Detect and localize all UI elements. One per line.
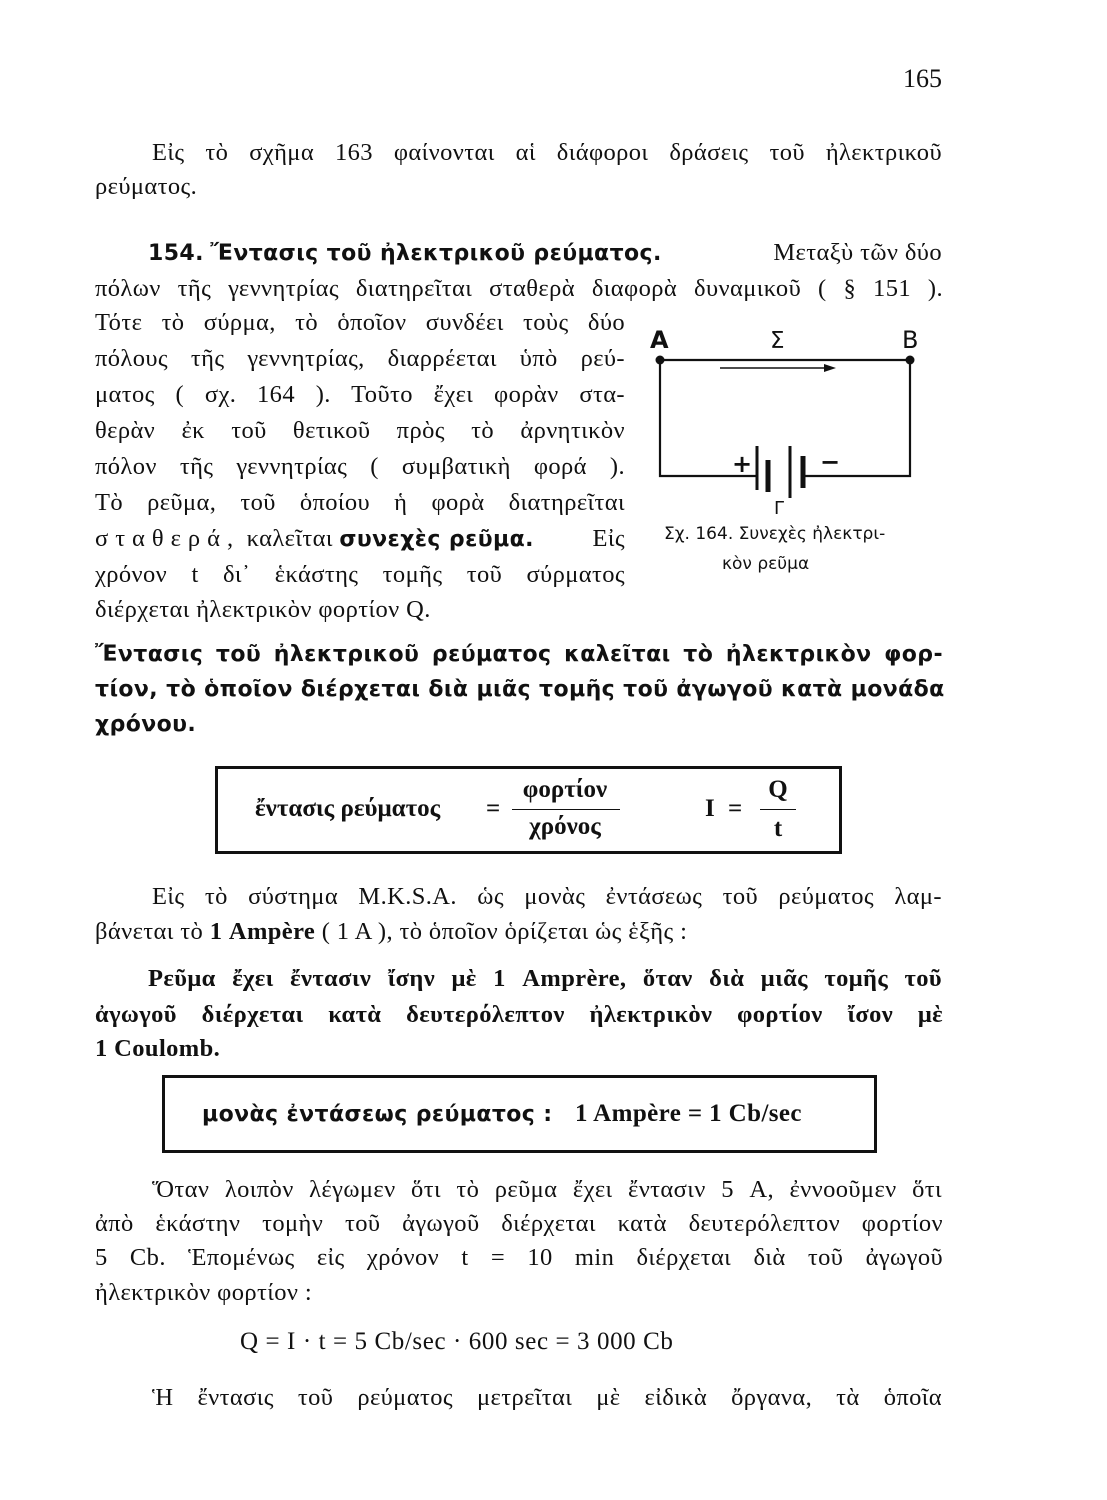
page-number: 165 bbox=[903, 64, 942, 93]
section-line-9 bbox=[95, 522, 625, 557]
section-line-6: θερὰν ἐκ τοῦ θετικοῦ πρὸς τὸ ἀρνητικὸν bbox=[95, 417, 625, 444]
mksa-line-1: Εἰς τὸ σύστημα M.K.S.A. ὡς μονὰς ἐντάσεως τοῦ ρεύματος λαμ- bbox=[152, 883, 942, 910]
example-equation: Q = I · t = 5 Cb/sec · 600 sec = 3 000 Cb bbox=[240, 1328, 674, 1355]
formula-symbol-equals: = bbox=[728, 795, 743, 822]
formula-fraction-bar bbox=[512, 809, 620, 810]
definition-line-3: χρόνου. bbox=[95, 712, 197, 737]
section-first-line bbox=[148, 236, 942, 271]
figure-caption-line-1: Σχ. 164. Συνεχὲς ἠλεκτρι- bbox=[664, 524, 886, 544]
section-heading: Ἔντασις τοῦ ἠλεκτρικοῦ ρεύματος. bbox=[210, 241, 662, 266]
section-line-7: πόλον τῆς γεννητρίας ( συμβατικὴ φορά ). bbox=[95, 453, 625, 480]
label-sigma: Σ bbox=[770, 328, 785, 354]
formula-symbol-q: Q bbox=[768, 776, 788, 803]
figure-caption-line-2: κὸν ρεῦμα bbox=[722, 554, 810, 574]
intro-line-2: ρεύματος. bbox=[95, 173, 198, 200]
term-synechés-revma: συνεχὲς ρεῦμα. bbox=[339, 527, 534, 552]
label-a: A bbox=[650, 326, 669, 354]
ampere-definition-line-1: Ρεῦμα ἔχει ἔντασιν ἴσην μὲ 1 Amprère, ὅταν διὰ μιᾶς τομῆς τοῦ bbox=[148, 965, 942, 992]
formula-denominator: χρόνος bbox=[529, 813, 601, 840]
intro-line-1: Εἰς τὸ σχῆμα 163 φαίνονται αἱ διάφοροι δράσεις τοῦ ἠλεκτρικοῦ bbox=[152, 139, 942, 166]
label-minus: − bbox=[820, 448, 841, 476]
section-line-4: πόλους τῆς γεννητρίας, διαρρέεται ὑπὸ ρεύ- bbox=[95, 345, 625, 372]
current-arrow-head bbox=[824, 364, 836, 372]
circuit-diagram bbox=[640, 318, 940, 518]
example-line-4: ἠλεκτρικὸν φορτίον : bbox=[95, 1279, 313, 1306]
section-line-5: ματος ( σχ. 164 ). Τοῦτο ἔχει φορὰν στα- bbox=[95, 381, 625, 408]
definition-line-1: Ἔντασις τοῦ ἠλεκτρικοῦ ρεύματος καλεῖται τὸ ἠλεκτρικὸν φορ- bbox=[95, 642, 943, 667]
section-line-3: Τότε τὸ σύρμα, τὸ ὁποῖον συνδέει τοὺς δύο bbox=[95, 309, 625, 336]
ampere-definition-line-2: ἀγωγοῦ διέρχεται κατὰ δευτερόλεπτον ἠλεκτρικὸν φορτίον ἴσον μὲ bbox=[95, 1001, 943, 1028]
section-line-10: χρόνον t δι᾿ ἑκάστης τομῆς τοῦ σύρματος bbox=[95, 561, 625, 588]
terminal-b-dot bbox=[906, 356, 915, 365]
circuit-wire-right bbox=[660, 360, 910, 476]
example-line-1: Ὅταν λοιπὸν λέγωμεν ὅτι τὸ ρεῦμα ἔχει ἔντασιν 5 A, ἐννοοῦμεν ὅτι bbox=[152, 1176, 942, 1203]
ampere-definition-line-3: 1 Coulomb. bbox=[95, 1035, 221, 1062]
terminal-a-dot bbox=[656, 356, 665, 365]
formula-numerator: φορτίον bbox=[522, 776, 608, 803]
formula-lhs: ἔντασις ρεύματος bbox=[255, 795, 441, 822]
label-gamma: Γ bbox=[774, 498, 785, 518]
definition-line-2: τίον, τὸ ὁποῖον διέρχεται διὰ μιᾶς τομῆς τοῦ ἀγωγοῦ κατὰ μονάδα bbox=[95, 677, 945, 702]
formula-equals: = bbox=[486, 795, 501, 822]
section-number: 154. bbox=[148, 241, 204, 266]
mksa-line-2-end: ( 1 A ), τὸ ὁποῖον ὁρίζεται ὡς ἑξῆς : bbox=[321, 918, 688, 945]
mksa-line-2-start: βάνεται τὸ bbox=[95, 918, 204, 945]
word-eis: Εἰς bbox=[592, 525, 625, 552]
label-b: B bbox=[902, 326, 919, 354]
formula-symbol-t: t bbox=[773, 815, 783, 842]
label-plus: + bbox=[732, 450, 753, 478]
unit-box-label: μονὰς ἐντάσεως ρεύματος : bbox=[202, 1102, 553, 1127]
example-line-2: ἀπὸ ἑκάστην τομὴν τοῦ ἀγωγοῦ διέρχεται κατὰ δευτερόλεπτον φορτίον bbox=[95, 1210, 943, 1237]
formula-symbol-bar bbox=[760, 809, 796, 810]
section-line-11: διέρχεται ἠλεκτρικὸν φορτίον Q. bbox=[95, 596, 431, 623]
mksa-ampere-term: 1 Ampère bbox=[209, 918, 316, 945]
section-line-1-rest: Μεταξὺ τῶν δύο bbox=[773, 239, 942, 266]
formula-symbol-i: I bbox=[705, 795, 715, 822]
word-kaleitai: καλεῖται bbox=[246, 525, 333, 552]
spaced-word-stathera: σταθερά, bbox=[95, 525, 241, 552]
closing-line-1: Ἡ ἔντασις τοῦ ρεύματος μετρεῖται μὲ εἰδικὰ ὄργανα, τὰ ὁποῖα bbox=[152, 1384, 942, 1411]
section-line-8: Τὸ ρεῦμα, τοῦ ὁποίου ἡ φορὰ διατηρεῖται bbox=[95, 489, 625, 516]
unit-box-value: 1 Ampère = 1 Cb/sec bbox=[575, 1100, 802, 1127]
section-line-2: πόλων τῆς γεννητρίας διατηρεῖται σταθερὰ διαφορὰ δυναμικοῦ ( § 151 ). bbox=[95, 275, 943, 302]
example-line-3: 5 Cb. Ἑπομένως εἰς χρόνον t = 10 min διέρχεται διὰ τοῦ ἀγωγοῦ bbox=[95, 1244, 943, 1271]
mksa-line-2 bbox=[95, 915, 687, 949]
